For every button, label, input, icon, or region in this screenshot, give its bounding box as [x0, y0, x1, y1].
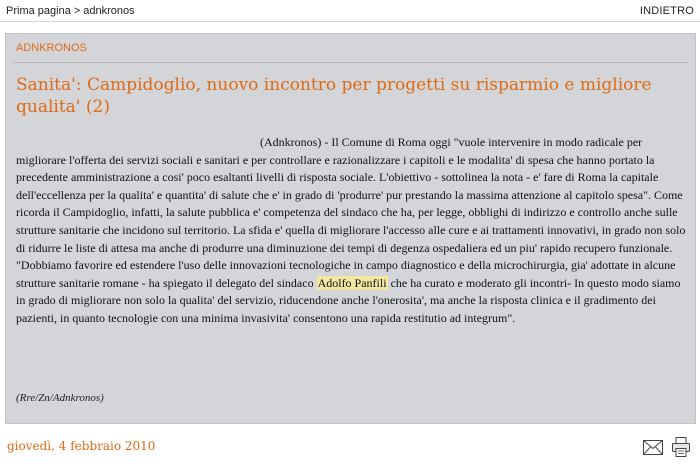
article-date: giovedì, 4 febbraio 2010 — [7, 439, 156, 453]
print-icon[interactable] — [670, 436, 692, 458]
breadcrumb — [6, 5, 135, 17]
section-label: ADNKRONOS — [16, 42, 87, 54]
breadcrumb-separator: > — [73, 5, 81, 17]
article-signature: (Rre/Zn/Adnkronos) — [16, 392, 104, 404]
email-icon[interactable] — [642, 436, 664, 458]
back-link[interactable]: INDIETRO — [639, 5, 694, 17]
highlighted-name[interactable]: Adolfo Panfili — [317, 275, 387, 290]
article-panel — [5, 33, 696, 424]
breadcrumb-current: adnkronos — [83, 5, 135, 17]
top-bar — [0, 0, 700, 22]
breadcrumb-home-link[interactable]: Prima pagina — [6, 5, 71, 17]
article-body — [16, 134, 688, 328]
article-title: Sanita': Campidoglio, nuovo incontro per progetti su risparmio e migliore qualita' (2) — [16, 75, 652, 117]
article-text-part1: (Adnkronos) - Il Comune di Roma oggi "vuole intervenire in modo radicale per migliorare l'offerta dei servizi sociali e sanitari e per controllare e razionalizzare i capitoli e le modalita' di spesa che hanno portato la precedente amministrazione a cosi' poco esaltanti livelli di risposta sociale. L'obiettivo - sottolinea la nota - e' fare di Roma la capitale dell'eccellenza per la qualita' e quantita' di salute che e' in grado di 'produrre' pur prestando la massima attenzione al capitolo spesa". Come ricorda il Campidoglio, infatti, la salute pubblica e' competenza del sindaco che ha, per legge, obblighi di indirizzo e controllo anche sulle strutture sanitarie che incidono sul territorio. La sfida e' quella di migliorare l'accesso alle cure e ai trattamenti innovativi, in grado non solo di ridurre le liste di attesa ma anche di produrre una diminuzione dei tempi di degenza ospedaliera ed un piu' rapido recupero funzionale. "Dobbiamo favorire ed estendere l'uso delle innovazioni tecnologiche in campo diagnostico e della microchirurgia, gia' adottate in alcune strutture sanitarie romane - ha spiegato il delegato del sindaco — [16, 135, 686, 290]
divider — [14, 62, 687, 63]
article-text-part2: che ha curato e moderato gli incontri- In questo modo siamo in grado di migliorare non solo la qualita' del servizio, riducendone anche l'onerosita', ma anche la risposta clinica e il gradimento dei pazienti, in quanto tecnologie con una minima invasivita' consentono una rapida restitutio ad integrum". — [16, 275, 681, 325]
article-actions — [642, 436, 692, 458]
